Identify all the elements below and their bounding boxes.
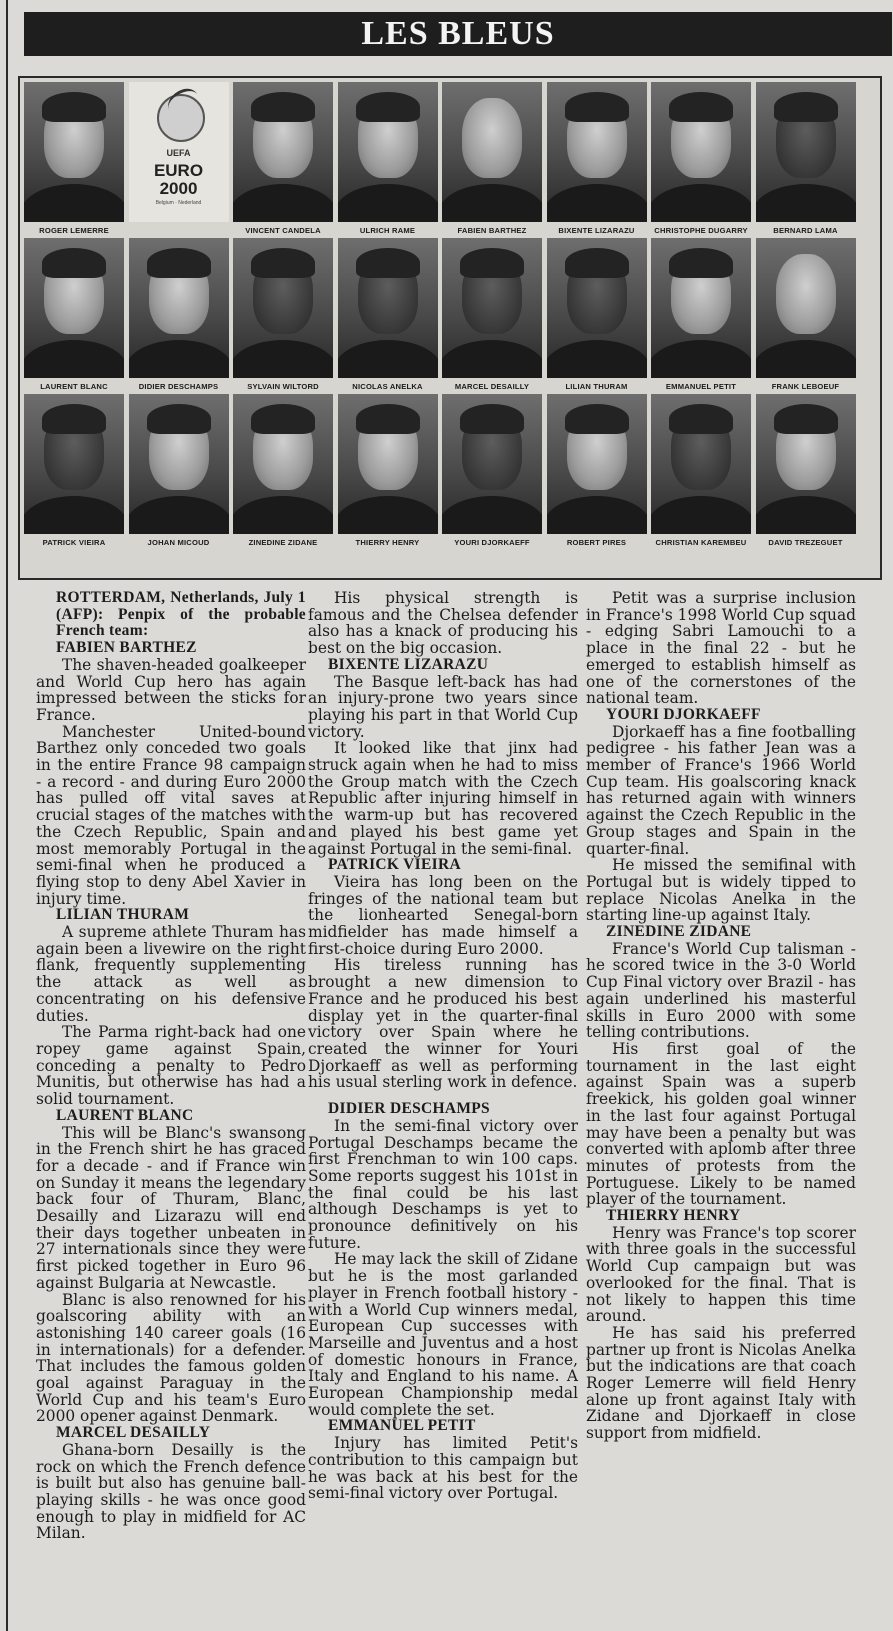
player-photo-grid xyxy=(18,76,882,580)
portrait-hair xyxy=(42,92,106,122)
article-column-1 xyxy=(36,590,306,1542)
portrait-shoulders xyxy=(756,340,856,378)
portrait-hair xyxy=(460,248,524,278)
portrait-head xyxy=(462,98,522,178)
portrait-hair xyxy=(356,404,420,434)
paragraph: Henry was France's top scorer with three goals in the successful World Cup campaign but was overlooked for the final. That is not likely to happen this time around. xyxy=(586,1223,856,1326)
player-portrait xyxy=(756,82,856,235)
photo-caption: JOHAN MICOUD xyxy=(147,538,210,547)
portrait-photo xyxy=(129,238,229,378)
portrait-hair xyxy=(147,248,211,278)
portrait-photo xyxy=(442,394,542,534)
player-portrait xyxy=(233,238,333,391)
portrait-shoulders xyxy=(651,184,751,222)
player-portrait xyxy=(547,82,647,235)
portrait-photo xyxy=(233,82,333,222)
paragraph: It looked like that jinx had struck again when he had to miss the Group match with the Czech Republic after injuring himself in the warm-up but has recovered and played his best game yet against Portugal in the semi-final. xyxy=(308,739,578,858)
photo-caption: BERNARD LAMA xyxy=(773,226,838,235)
portrait-photo xyxy=(24,394,124,534)
section-heading-henry: THIERRY HENRY xyxy=(606,1207,741,1225)
euro-2000-emblem xyxy=(129,82,229,222)
portrait-hair xyxy=(774,404,838,434)
player-portrait xyxy=(233,82,333,235)
paragraph: His physical strength is famous and the Chelsea defender also has a knack of producing his best on the big occasion. xyxy=(308,589,578,658)
player-portrait xyxy=(547,238,647,391)
logo-year: 2000 xyxy=(159,179,198,198)
portrait-shoulders xyxy=(547,184,647,222)
paragraph: Injury has limited Petit's contribution to this campaign but he was back at his best for the semi-final victory over Portugal. xyxy=(308,1434,578,1503)
paragraph: The shaven-headed goalkeeper and World Cup hero has again impressed between the sticks for France. xyxy=(36,655,306,724)
player-portrait xyxy=(651,238,751,391)
section-heading-vieira: PATRICK VIEIRA xyxy=(328,856,461,874)
football-emblem-icon xyxy=(157,94,205,142)
section-heading-djorkaeff: YOURI DJORKAEFF xyxy=(606,705,761,723)
portrait-shoulders xyxy=(129,340,229,378)
portrait-hair xyxy=(356,248,420,278)
portrait-photo xyxy=(24,238,124,378)
portrait-photo xyxy=(547,394,647,534)
section-heading-lizarazu: BIXENTE LIZARAZU xyxy=(328,655,489,673)
portrait-hair xyxy=(251,92,315,122)
article-column-2 xyxy=(308,590,578,1502)
portrait-hair xyxy=(251,404,315,434)
paragraph: Djorkaeff has a fine footballing pedigree - his father Jean was a member of France's 1966 World Cup team. His goalscoring knack has returned again with winners against the Czech Republic in the Group stages and Spain in the quarter-final. xyxy=(586,722,856,858)
portrait-shoulders xyxy=(651,340,751,378)
portrait-hair xyxy=(669,404,733,434)
photo-caption: EMMANUEL PETIT xyxy=(665,382,737,391)
player-portrait xyxy=(338,394,438,547)
portrait-hair xyxy=(251,248,315,278)
paragraph: His first goal of the tournament in the last eight against Spain was a superb freekick, his golden goal winner in the last four against Portugal may have been a penalty but was converted with aplomb after three minutes of protests from the Portuguese. Likely to be named player of the tournament. xyxy=(586,1039,856,1209)
player-portrait xyxy=(338,82,438,235)
portrait-hair xyxy=(565,248,629,278)
photo-caption: DIDIER DESCHAMPS xyxy=(138,382,219,391)
logo-uefa: UEFA xyxy=(166,148,191,158)
player-portrait xyxy=(24,238,124,391)
player-portrait xyxy=(756,238,856,391)
dateline: ROTTERDAM, Netherlands, July 1 (AFP): Penpix of the probable French team: xyxy=(56,589,306,640)
portrait-photo xyxy=(442,82,542,222)
paragraph: Ghana-born Desailly is the rock on which the French defence is built but also has genuine ball-playing skills - he was once good enough to play in midfield for AC Milan. xyxy=(36,1440,306,1543)
portrait-photo xyxy=(442,238,542,378)
section-heading-deschamps: DIDIER DESCHAMPS xyxy=(328,1100,490,1118)
photo-caption: LILIAN THURAM xyxy=(565,382,628,391)
portrait-photo xyxy=(651,238,751,378)
paragraph: In the semi-final victory over Portugal Deschamps became the first Frenchman to win 100 caps. Some reports suggest his 101st in the final could be his last although Deschamps is yet to pronounce definitively on his future. xyxy=(308,1116,578,1252)
paragraph: A supreme athlete Thuram has again been a livewire on the right flank, frequently supplementing the attack as well as concentrating on his defensive duties. xyxy=(36,923,306,1025)
photo-caption: CHRISTIAN KAREMBEU xyxy=(655,538,747,547)
photo-caption: ULRICH RAME xyxy=(359,226,416,235)
article-body xyxy=(8,590,890,1630)
portrait-photo xyxy=(233,238,333,378)
portrait-hair xyxy=(42,248,106,278)
portrait-hair xyxy=(774,92,838,122)
player-portrait xyxy=(756,394,856,547)
portrait-shoulders xyxy=(233,184,333,222)
player-portrait xyxy=(442,238,542,391)
photo-caption: ROGER LEMERRE xyxy=(39,226,109,235)
player-portrait xyxy=(651,394,751,547)
paragraph: France's World Cup talisman - he scored twice in the 3-0 World Cup Final victory over Brazil - has again underlined his masterful skills in Euro 2000 with some telling contributions. xyxy=(586,939,856,1042)
photo-caption: MARCEL DESAILLY xyxy=(454,382,530,391)
portrait-photo xyxy=(338,394,438,534)
portrait-photo xyxy=(547,238,647,378)
portrait-shoulders xyxy=(338,184,438,222)
photo-caption: SYLVAIN WILTORD xyxy=(247,382,319,391)
portrait-head xyxy=(776,254,836,334)
section-heading-zidane: ZINEDINE ZIDANE xyxy=(606,923,752,941)
portrait-shoulders xyxy=(442,184,542,222)
portrait-shoulders xyxy=(233,496,333,534)
player-portrait xyxy=(24,394,124,547)
portrait-photo xyxy=(547,82,647,222)
photo-caption: ZINEDINE ZIDANE xyxy=(248,538,318,547)
portrait-photo xyxy=(233,394,333,534)
portrait-hair xyxy=(42,404,106,434)
paragraph: He has said his preferred partner up front is Nicolas Anelka but the indications are that coach Roger Lemerre will field Henry alone up front against Italy with Zidane and Djorkaeff in close support from midfield. xyxy=(586,1323,856,1443)
portrait-photo xyxy=(338,82,438,222)
logo-subtitle: Belgium · Nederland xyxy=(155,200,202,206)
portrait-photo xyxy=(756,394,856,534)
portrait-shoulders xyxy=(547,340,647,378)
euro-2000-logo xyxy=(129,82,229,226)
photo-caption: YOURI DJORKAEFF xyxy=(454,538,530,547)
portrait-shoulders xyxy=(24,340,124,378)
photo-caption: VINCENT CANDELA xyxy=(245,226,321,235)
portrait-photo xyxy=(24,82,124,222)
portrait-shoulders xyxy=(442,340,542,378)
portrait-shoulders xyxy=(651,496,751,534)
photo-caption: THIERRY HENRY xyxy=(355,538,420,547)
section-heading-desailly: MARCEL DESAILLY xyxy=(56,1424,211,1442)
photo-caption: FRANK LEBOEUF xyxy=(771,382,840,391)
player-portrait xyxy=(24,82,124,235)
player-portrait xyxy=(442,82,542,235)
player-portrait xyxy=(442,394,542,547)
paragraph: The Parma right-back had one ropey game against Spain, conceding a penalty to Pedro Munitis, but otherwise has had a solid tournament. xyxy=(36,1023,306,1109)
player-portrait xyxy=(547,394,647,547)
portrait-photo xyxy=(651,394,751,534)
portrait-hair xyxy=(147,404,211,434)
photo-caption: NICOLAS ANELKA xyxy=(352,382,423,391)
portrait-photo xyxy=(129,394,229,534)
portrait-hair xyxy=(669,92,733,122)
paragraph: Petit was a surprise inclusion in France's 1998 World Cup squad - edging Sabri Lamouchi to a place in the final 22 - but he emerged to establish himself as one of the cornerstones of the national team. xyxy=(586,589,856,708)
portrait-shoulders xyxy=(233,340,333,378)
portrait-shoulders xyxy=(338,496,438,534)
paragraph: Vieira has long been on the fringes of the national team but the lionhearted Senegal-born midfielder has made himself a first-choice during Euro 2000. xyxy=(308,872,578,958)
paragraph: He may lack the skill of Zidane but he is the most garlanded player in French football history - with a World Cup winners medal, European Cup successes with Marseille and Juventus and a host of domestic honours in France, Italy and England to his name. A European Championship medal would complete the set. xyxy=(308,1250,578,1419)
portrait-shoulders xyxy=(756,184,856,222)
paragraph: His tireless running has brought a new dimension to France and he produced his best display yet in the quarter-final victory over Spain where he created the winner for Youri Djorkaeff as well as performing his usual sterling work in defence. xyxy=(308,956,578,1092)
page-title: LES BLEUS xyxy=(24,12,892,56)
section-heading-blanc: LAURENT BLANC xyxy=(56,1106,194,1124)
photo-caption: PATRICK VIEIRA xyxy=(42,538,106,547)
portrait-photo xyxy=(756,238,856,378)
article-column-3 xyxy=(586,590,856,1442)
portrait-shoulders xyxy=(756,496,856,534)
portrait-hair xyxy=(669,248,733,278)
paragraph: This will be Blanc's swansong in the French shirt he has graced for a decade - and if France win on Sunday it means the legendary back four of Thuram, Blanc, Desailly and Lizarazu will end their days together unbeaten in 27 internationals since they were first picked together in Euro 96 against Bulgaria at Newcastle. xyxy=(36,1123,306,1292)
player-portrait xyxy=(129,238,229,391)
portrait-photo xyxy=(756,82,856,222)
portrait-shoulders xyxy=(24,496,124,534)
section-heading-thuram: LILIAN THURAM xyxy=(56,906,190,924)
portrait-shoulders xyxy=(442,496,542,534)
photo-caption: BIXENTE LIZARAZU xyxy=(558,226,635,235)
paragraph: The Basque left-back has had an injury-prone two years since playing his part in that World Cup victory. xyxy=(308,672,578,741)
section-heading-petit: EMMANUEL PETIT xyxy=(328,1417,476,1435)
player-portrait xyxy=(651,82,751,235)
portrait-hair xyxy=(565,404,629,434)
player-portrait xyxy=(233,394,333,547)
photo-caption: LAURENT BLANC xyxy=(40,382,108,391)
portrait-hair xyxy=(460,404,524,434)
photo-caption: FABIEN BARTHEZ xyxy=(457,226,527,235)
section-heading-barthez: FABIEN BARTHEZ xyxy=(56,639,197,657)
portrait-hair xyxy=(565,92,629,122)
portrait-photo xyxy=(338,238,438,378)
photo-caption: DAVID TREZEGUET xyxy=(768,538,843,547)
player-portrait xyxy=(129,394,229,547)
portrait-shoulders xyxy=(547,496,647,534)
portrait-photo xyxy=(651,82,751,222)
logo-euro: EURO xyxy=(153,161,204,180)
portrait-shoulders xyxy=(338,340,438,378)
player-portrait xyxy=(338,238,438,391)
paragraph: He missed the semifinal with Portugal but is widely tipped to replace Nicolas Anelka in the starting line-up against Italy. xyxy=(586,856,856,925)
paragraph: Manchester United-bound Barthez only conceded two goals in the entire France 98 campaign - a record - and during Euro 2000 has pulled off vital saves at crucial stages of the matches with the Czech Republic, Spain and most memorably Portugal in the semi-final when he produced a flying stop to deny Abel Xavier in injury time. xyxy=(36,722,306,908)
photo-caption: ROBERT PIRES xyxy=(566,538,627,547)
portrait-hair xyxy=(356,92,420,122)
photo-caption: CHRISTOPHE DUGARRY xyxy=(654,226,748,235)
paragraph: Blanc is also renowned for his goalscoring ability with an astonishing 140 career goals (16 in internationals) for a defender. That includes the famous golden goal against Paraguay in the World Cup and his team's Euro 2000 opener against Denmark. xyxy=(36,1290,306,1426)
portrait-shoulders xyxy=(129,496,229,534)
portrait-shoulders xyxy=(24,184,124,222)
